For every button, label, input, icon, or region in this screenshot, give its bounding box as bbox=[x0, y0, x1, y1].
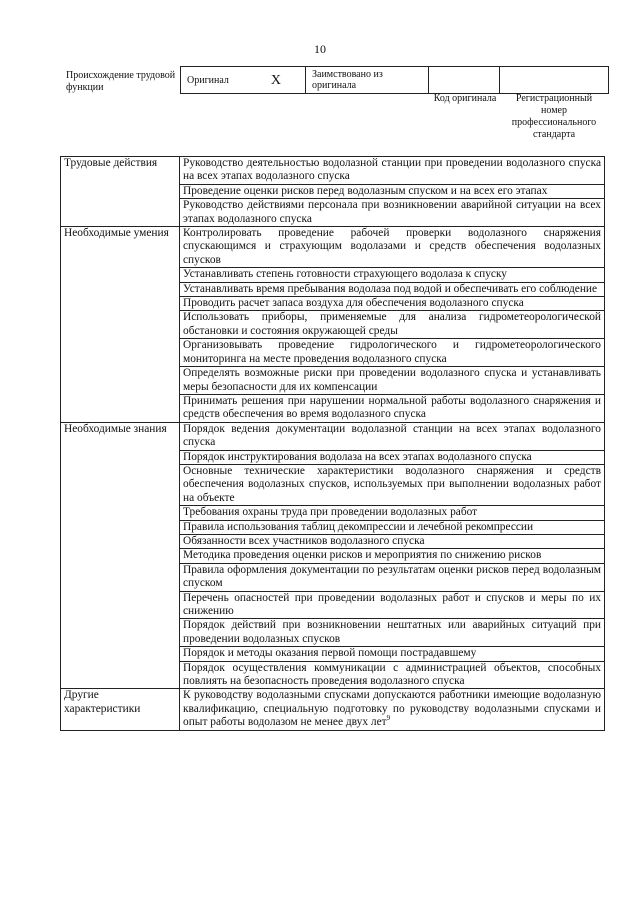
section-item bbox=[180, 619, 605, 647]
section-title: Необходимые умения bbox=[61, 227, 180, 423]
section-item bbox=[180, 394, 605, 422]
table-row bbox=[61, 422, 605, 450]
section-item bbox=[180, 506, 605, 520]
section-item bbox=[180, 157, 605, 185]
section-item bbox=[180, 591, 605, 619]
section-item-text: Контролировать проведение рабочей проверки водолазного снаряжения спускающимся и страхующим водолазами и средств обеспечения водолазных спусков bbox=[183, 227, 601, 266]
section-item-text: Использовать приборы, применяемые для анализа гидрометеорологической обстановки и состояния окружающей среды bbox=[183, 311, 601, 337]
section-item-text: Порядок осуществления коммуникации с администрацией объектов, способных повлиять на безопасность проведения водолазного спуска bbox=[183, 661, 601, 688]
code-label: Код оригинала bbox=[433, 93, 497, 104]
borrowed-cell: Заимствовано из оригинала bbox=[306, 67, 429, 94]
origin-label: Происхождение трудовой функции bbox=[66, 70, 176, 93]
section-item-text: Правила использования таблиц декомпрессии и лечебной рекомпрессии bbox=[183, 520, 534, 533]
section-item bbox=[180, 339, 605, 367]
section-item bbox=[180, 520, 605, 534]
section-item-text: Руководство действиями персонала при возникновении аварийной ситуации на всех этапах водолазного спуска bbox=[183, 199, 601, 225]
section-item bbox=[180, 549, 605, 563]
section-item bbox=[180, 647, 605, 661]
section-item-text: Проведение оценки рисков перед водолазным спуском и на всех его этапах bbox=[183, 184, 548, 197]
original-mark: X bbox=[270, 72, 281, 88]
section-item-text: Требования охраны труда при проведении водолазных работ bbox=[183, 506, 478, 519]
origin-table bbox=[180, 66, 609, 94]
section-item-text: К руководству водолазными спусками допускаются работники имеющие водолазную квалификацию, специальную подготовку по руководству водолазными спусками и опыт работы водолазом не менее двух лет bbox=[183, 689, 601, 729]
section-item bbox=[180, 227, 605, 268]
section-item bbox=[180, 563, 605, 591]
section-title: Трудовые действия bbox=[61, 157, 180, 227]
table-row bbox=[61, 227, 605, 268]
reg-number-cell bbox=[500, 67, 609, 94]
section-item-text: Основные технические характеристики водолазного снаряжения и средств обеспечения водолазных спусков, используемых при выполнении водолазных работ на объекте bbox=[183, 464, 601, 504]
section-item bbox=[180, 689, 605, 730]
section-item bbox=[180, 311, 605, 339]
page-number: 10 bbox=[314, 42, 326, 56]
section-item bbox=[180, 297, 605, 311]
original-label: Оригинал bbox=[187, 74, 229, 86]
table-row bbox=[61, 689, 605, 730]
section-item-text: Обязанности всех участников водолазного спуска bbox=[183, 534, 425, 547]
section-item-text: Перечень опасностей при проведении водолазных работ и спусков и меры по их снижению bbox=[183, 591, 601, 617]
section-item-text: Правила оформления документации по результатам оценки рисков перед водолазным спуском bbox=[183, 563, 601, 590]
section-item-text: Организовывать проведение гидрологического и гидрометеорологического мониторинга на месте проведения водолазного спуска bbox=[183, 339, 601, 365]
table-row bbox=[61, 157, 605, 185]
section-item-text: Руководство деятельностью водолазной станции при проведении водолазного спуска на всех этапах водолазного спуска bbox=[183, 157, 601, 183]
section-item bbox=[180, 450, 605, 464]
section-item-text: Порядок инструктирования водолаза на всех этапах водолазного спуска bbox=[183, 450, 532, 463]
code-cell bbox=[429, 67, 500, 94]
section-item-text: Методика проведения оценки рисков и мероприятия по снижению рисков bbox=[183, 549, 542, 562]
section-item-text: Устанавливать степень готовности страхующего водолаза к спуску bbox=[183, 268, 508, 281]
section-item-text: Порядок ведения документации водолазной станции на всех этапах водолазного спуска bbox=[183, 422, 601, 449]
section-item bbox=[180, 199, 605, 227]
section-item-text: Проводить расчет запаса воздуха для обеспечения водолазного спуска bbox=[183, 297, 524, 310]
section-item bbox=[180, 661, 605, 689]
section-item bbox=[180, 534, 605, 548]
footnote-mark: 9 bbox=[386, 714, 391, 723]
section-item-text: Порядок действий при возникновении нештатных или аварийных ситуаций при проведении водолазных спусков bbox=[183, 619, 601, 645]
section-item bbox=[180, 367, 605, 395]
section-item-text: Определять возможные риски при проведении водолазного спуска и устанавливать меры безопасности для их компенсации bbox=[183, 367, 601, 393]
section-item-text: Принимать решения при нарушении нормальной работы водолазного снаряжения и средств обеспечения во время водолазного спуска bbox=[183, 394, 601, 421]
section-item-text: Устанавливать время пребывания водолаза под водой и обеспечивать его соблюдение bbox=[183, 282, 598, 295]
section-item bbox=[180, 282, 605, 296]
section-item-text: Порядок и методы оказания первой помощи пострадавшему bbox=[183, 647, 477, 660]
section-item bbox=[180, 422, 605, 450]
function-table bbox=[60, 156, 605, 731]
section-item bbox=[180, 268, 605, 282]
original-cell bbox=[181, 67, 306, 94]
section-title: Другие характеристики bbox=[61, 689, 180, 730]
section-item bbox=[180, 184, 605, 198]
reg-number-label: Регистрационный номер профессионального стандарта bbox=[511, 93, 597, 140]
section-item bbox=[180, 464, 605, 505]
section-title: Необходимые знания bbox=[61, 422, 180, 689]
